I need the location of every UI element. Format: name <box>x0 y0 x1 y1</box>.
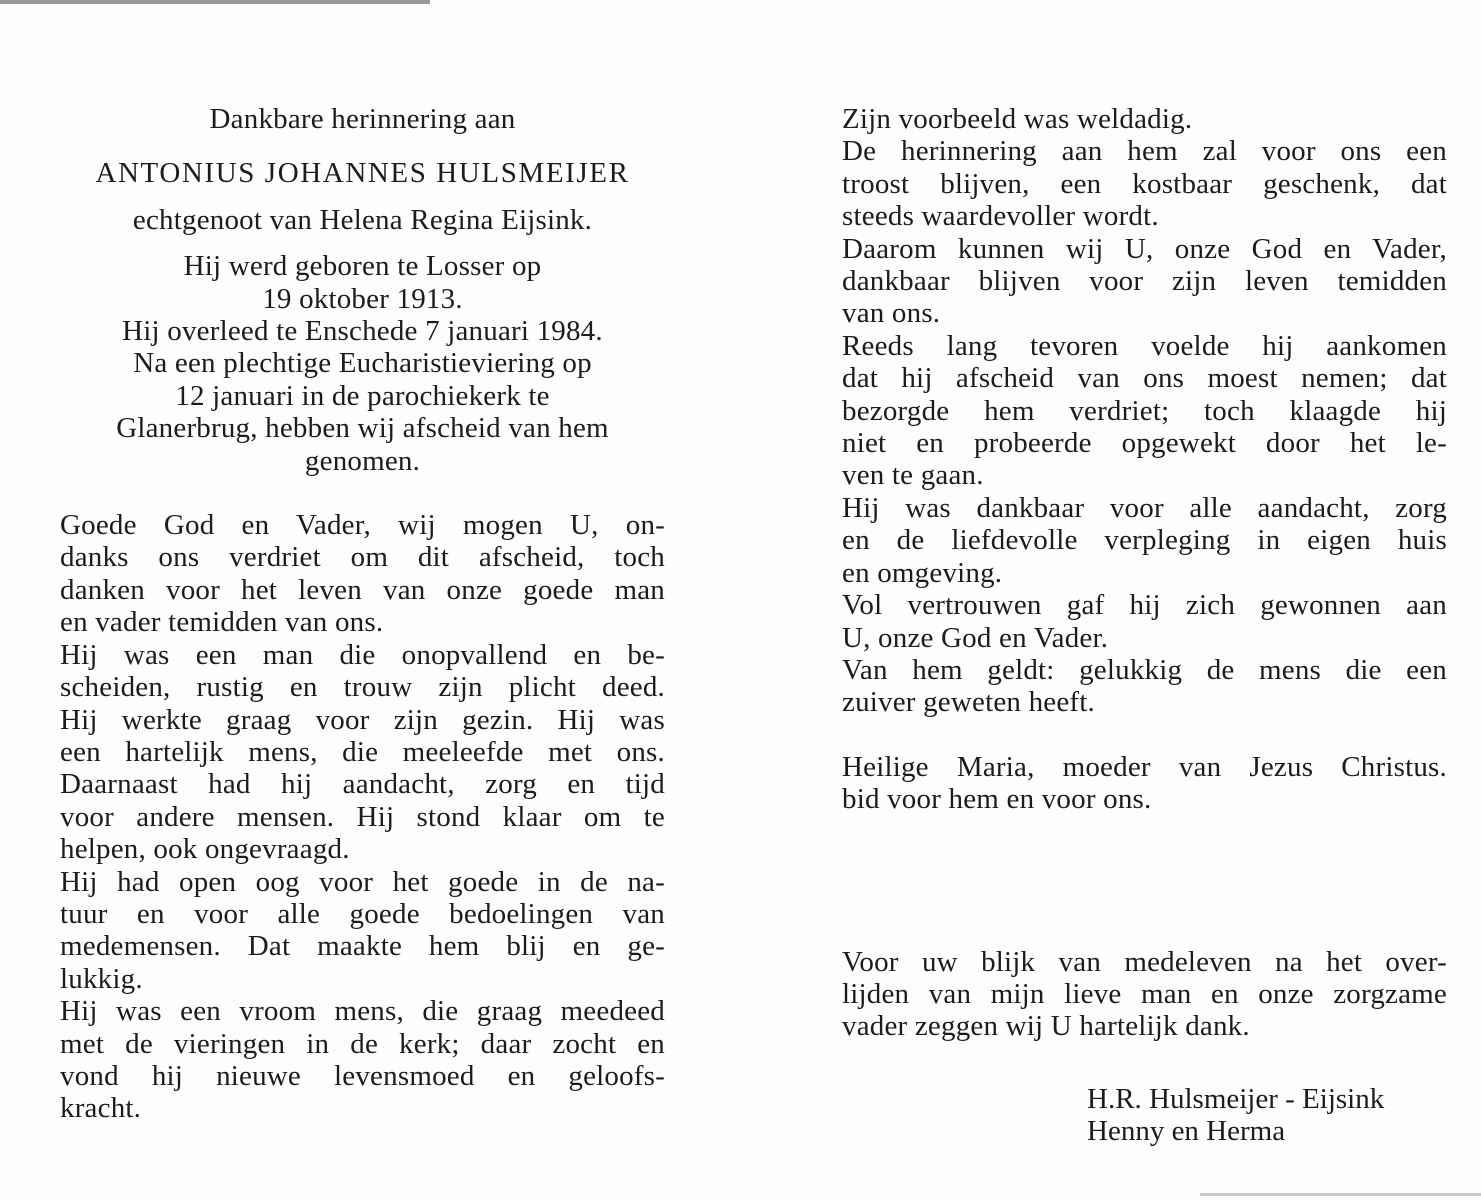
body-line: kracht. <box>60 1092 142 1125</box>
body-line: De herinnering aan hem zal voor ons een <box>842 135 1447 168</box>
body-line: zuiver geweten heeft. <box>842 686 1095 719</box>
body-line: bezorgde hem verdriet; toch klaagde hij <box>842 394 1447 427</box>
deceased-name: ANTONIUS JOHANNES HULSMEIJER <box>95 157 630 190</box>
body-line: danken voor het leven van onze goede man <box>60 573 665 606</box>
spacer <box>60 477 665 509</box>
scan-edge-top <box>0 0 430 4</box>
spacer <box>842 719 1447 751</box>
thanks-line: lijden van mijn lieve man en onze zorgzame <box>842 977 1447 1010</box>
body-line: lukkig. <box>60 962 143 995</box>
body-line: medemensen. Dat maakte hem blij en ge- <box>60 930 665 963</box>
thanks-note <box>842 946 1447 1043</box>
body-line: een hartelijk mens, die meeleefde met ons. <box>60 735 665 768</box>
body-line: danks ons verdriet om dit afscheid, toch <box>60 541 665 574</box>
body-line: ven te gaan. <box>842 459 984 492</box>
body-line: helpen, ook ongevraagd. <box>60 833 350 866</box>
family-signature <box>1087 1083 1447 1148</box>
right-body-text <box>842 103 1447 719</box>
biography <box>60 250 665 477</box>
body-line: Hij was een vroom mens, die graag meedeed <box>60 995 665 1028</box>
body-line: met de vieringen in de kerk; daar zocht en <box>60 1027 665 1060</box>
signature-line: Henny en Herma <box>1087 1115 1286 1148</box>
thanks-line: Voor uw blijk van medeleven na het over- <box>842 945 1447 978</box>
signature-line: H.R. Hulsmeijer - Eijsink <box>1087 1083 1385 1115</box>
body-line: Hij werkte graag voor zijn gezin. Hij was <box>60 703 665 736</box>
prayer-line: bid voor hem en voor ons. <box>842 783 1152 816</box>
memorial-heading: Dankbare herinnering aan <box>209 103 516 135</box>
bio-line: Glanerbrug, hebben wij afscheid van hem <box>116 412 609 445</box>
body-line: en vader temidden van ons. <box>60 606 384 639</box>
spacer <box>842 816 1447 946</box>
bio-line: Hij werd geboren te Losser op <box>183 250 542 283</box>
body-line: steeds waardevoller wordt. <box>842 200 1159 233</box>
body-line: Vol vertrouwen gaf hij zich gewonnen aan <box>842 589 1447 622</box>
body-line: voor andere mensen. Hij stond klaar om te <box>60 800 665 833</box>
bio-line: genomen. <box>304 444 421 477</box>
bio-line: Hij overleed te Enschede 7 januari 1984. <box>122 315 603 348</box>
body-line: en omgeving. <box>842 556 1003 589</box>
bio-line: Na een plechtige Eucharistieviering op <box>133 347 592 380</box>
prayer-line: Heilige Maria, moeder van Jezus Christus. <box>842 750 1447 783</box>
scan-edge-bottom <box>1200 1193 1481 1196</box>
body-line: tuur en voor alle goede bedoelingen van <box>60 897 665 930</box>
body-line: Zijn voorbeeld was weldadig. <box>842 103 1193 135</box>
body-line: en de liefdevolle verpleging in eigen huis <box>842 524 1447 557</box>
thanks-line: vader zeggen wij U hartelijk dank. <box>842 1010 1250 1043</box>
right-page <box>842 103 1447 1043</box>
body-line: Hij had open oog voor het goede in de na- <box>60 865 665 898</box>
body-line: dat hij afscheid van ons moest nemen; dat <box>842 362 1447 395</box>
body-line: Reeds lang tevoren voelde hij aankomen <box>842 329 1447 362</box>
body-line: vond hij nieuwe levensmoed en geloofs- <box>60 1059 665 1092</box>
body-line: Hij was dankbaar voor alle aandacht, zorg <box>842 491 1447 524</box>
body-line: troost blijven, een kostbaar geschenk, dat <box>842 167 1447 200</box>
left-page <box>60 103 665 1125</box>
left-body-text <box>60 509 665 1125</box>
body-line: van ons. <box>842 297 941 330</box>
body-line: Goede God en Vader, wij mogen U, on- <box>60 509 665 542</box>
body-line: Van hem geldt: gelukkig de mens die een <box>842 653 1447 686</box>
body-line: Daarom kunnen wij U, onze God en Vader, <box>842 232 1447 265</box>
prayer <box>842 751 1447 816</box>
spouse-line: echtgenoot van Helena Regina Eijsink. <box>132 203 593 236</box>
body-line: niet en probeerde opgewekt door het le- <box>842 427 1447 460</box>
body-line: dankbaar blijven voor zijn leven temidden <box>842 265 1447 298</box>
body-line: Daarnaast had hij aandacht, zorg en tijd <box>60 768 665 801</box>
body-line: scheiden, rustig en trouw zijn plicht deed. <box>60 671 665 704</box>
body-line: U, onze God en Vader. <box>842 621 1109 654</box>
bio-line: 19 oktober 1913. <box>262 282 463 315</box>
bio-line: 12 januari in de parochiekerk te <box>175 379 550 412</box>
body-line: Hij was een man die onopvallend en be- <box>60 638 665 671</box>
